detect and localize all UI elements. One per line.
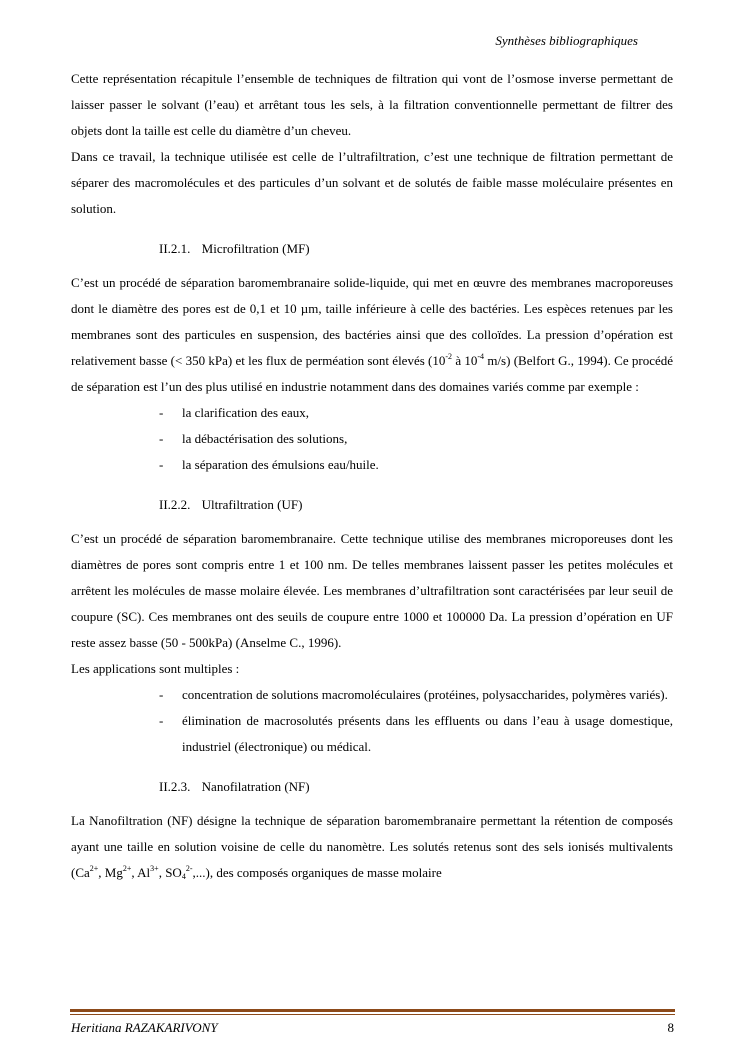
list-item: - concentration de solutions macromoléculaires (protéines, polysaccharides, polymères variés). (159, 682, 673, 708)
text-span: C’est un procédé de séparation baromembranaire solide-liquide, qui met en œuvre des membranes macroporeuses dont le diamètre des pores est de 0,1 et 10 µm, taille inférieure à celle des bactéries. Les espèces retenues par les membranes sont des particules en suspension, des bactéries ainsi que des colloïdes. La pression d’opération est relativement basse (< 350 kPa) et les flux de perméation sont élevés (10 (71, 275, 673, 368)
charge: 2+ (89, 864, 99, 873)
intro-paragraph-1: Cette représentation récapitule l’ensemble de techniques de filtration qui vont de l’osmose inverse permettant de laisser passer le solvant (l’eau) et arrêtant tous les sels, à la filtration conventionnelle permettant de filtrer des objets dont la taille est celle du diamètre d’un cheveu. (71, 71, 673, 138)
section-number: II.2.2. (159, 497, 191, 512)
exponent: -2 (445, 352, 453, 361)
mf-list (71, 400, 673, 478)
nf-paragraph (71, 808, 673, 886)
text-span: m/s) (Belfort G., 1994). Ce procédé de séparation est l’un des plus utilisé en industrie notamment dans des domaines variés comme par exemple : (71, 353, 674, 394)
text-span: , SO (158, 865, 182, 880)
charge: 2+ (122, 864, 132, 873)
footer-author: Heritiana RAZAKARIVONY (71, 1020, 218, 1035)
section-number: II.2.1. (159, 241, 191, 256)
section-number: II.2.3. (159, 779, 191, 794)
text-span: à 10 (452, 353, 478, 368)
page-number: 8 (667, 1020, 674, 1035)
mf-paragraph (71, 270, 673, 400)
uf-paragraph-1: C’est un procédé de séparation baromembranaire. Cette technique utilise des membranes microporeuses dont les diamètres de pores sont compris entre 1 et 100 nm. De telles membranes laissent passer les petites molécules et arrêtent les molécules de masse molaire élevée. Les membranes d’ultrafiltration sont caractérisées par leur seuil de coupure (SC). Ces membranes ont des seuils de coupure entre 1000 et 100000 Da. La pression d’opération en UF reste assez basse (50 - 500kPa) (Anselme C., 1996). (71, 531, 673, 650)
text-span: , Al (131, 865, 151, 880)
list-item: - la clarification des eaux, (159, 400, 673, 426)
section-heading-uf (71, 492, 673, 518)
text-span: , Mg (98, 865, 123, 880)
text-span: La Nanofiltration (NF) désigne la technique de séparation baromembranaire permettant la rétention de composés ayant une taille en solution voisine de celle du nanomètre. Les solutés retenus sont des sels ionisés multivalents (Ca (71, 813, 673, 880)
exponent: -4 (477, 352, 485, 361)
text-span: ,...), des composés organiques de masse molaire (192, 865, 442, 880)
footer-rule (70, 1009, 675, 1012)
section-title: Nanofilatration (NF) (201, 779, 310, 794)
section-heading-mf (71, 236, 673, 262)
uf-paragraph-2: Les applications sont multiples : (71, 661, 240, 676)
section-heading-nf (71, 774, 673, 800)
footer-rule-thin (70, 1014, 675, 1015)
section-title: Ultrafiltration (UF) (201, 497, 303, 512)
subscript: 4 (181, 872, 186, 881)
charge: 2- (185, 864, 193, 873)
section-title: Microfiltration (MF) (201, 241, 310, 256)
list-item: - la débactérisation des solutions, (159, 426, 673, 452)
list-item: - la séparation des émulsions eau/huile. (159, 452, 673, 478)
uf-list (71, 682, 673, 760)
intro-paragraph-2: Dans ce travail, la technique utilisée est celle de l’ultrafiltration, c’est une technique de filtration permettant de séparer des macromolécules et des particules d’un solvant et de solutés de faible masse moléculaire présentes en solution. (71, 149, 673, 216)
charge: 3+ (150, 864, 159, 873)
running-header: Synthèses bibliographiques (495, 33, 638, 48)
page-body (71, 66, 673, 886)
list-item: - élimination de macrosolutés présents dans les effluents ou dans l’eau à usage domestique, industriel (électronique) ou médical. (159, 708, 673, 760)
